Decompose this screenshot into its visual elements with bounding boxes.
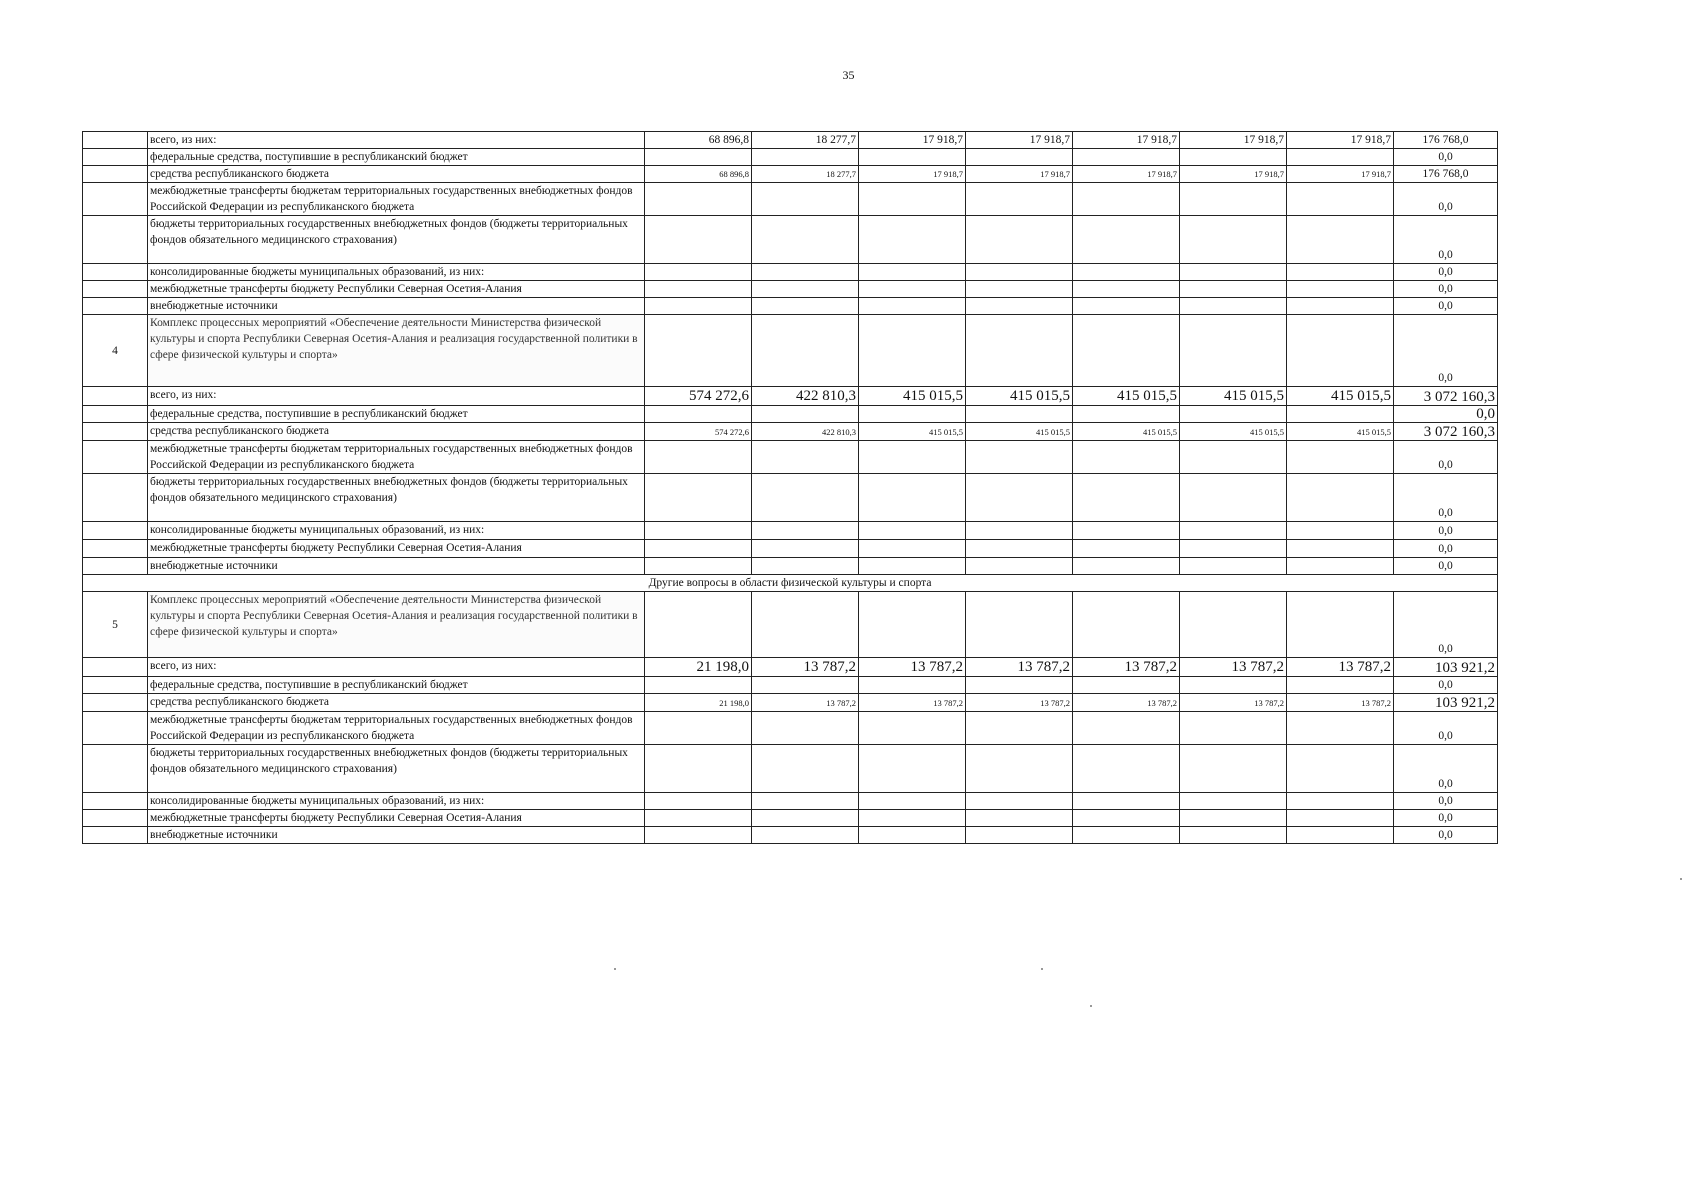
row-number-cell	[83, 712, 148, 745]
year-value-cell	[645, 315, 752, 387]
table-row	[83, 658, 1498, 677]
year-value-cell	[859, 745, 966, 793]
row-label: консолидированные бюджеты муниципальных образований, из них:	[148, 793, 645, 810]
total-cell: 0,0	[1394, 441, 1498, 474]
year-value-cell	[1180, 793, 1287, 810]
total-cell: 0,0	[1394, 216, 1498, 264]
table-row	[83, 474, 1498, 522]
year-value-cell: 17 918,7	[1073, 166, 1180, 183]
total-cell: 0,0	[1394, 793, 1498, 810]
row-number-cell	[83, 793, 148, 810]
year-value-cell	[645, 592, 752, 658]
row-number-cell	[83, 558, 148, 575]
row-label: бюджеты территориальных государственных внебюджетных фондов (бюджеты территориальных фондов обязательного медицинского страхования)	[148, 474, 645, 522]
year-value-cell	[859, 474, 966, 522]
row-label: межбюджетные трансферты бюджету Республики Северная Осетия-Алания	[148, 810, 645, 827]
scan-speck	[1090, 1005, 1092, 1007]
year-value-cell	[1287, 406, 1394, 423]
year-value-cell: 21 198,0	[645, 694, 752, 712]
year-value-cell	[752, 677, 859, 694]
year-value-cell	[645, 712, 752, 745]
total-cell: 0,0	[1394, 183, 1498, 216]
year-value-cell	[859, 592, 966, 658]
table-row	[83, 522, 1498, 540]
year-value-cell	[1287, 441, 1394, 474]
year-value-cell	[966, 315, 1073, 387]
year-value-cell	[752, 793, 859, 810]
row-label: средства республиканского бюджета	[148, 166, 645, 183]
year-value-cell	[1287, 712, 1394, 745]
year-value-cell	[859, 558, 966, 575]
table-row	[83, 166, 1498, 183]
table-row	[83, 540, 1498, 558]
table-row	[83, 315, 1498, 387]
table-row	[83, 298, 1498, 315]
year-value-cell	[1287, 264, 1394, 281]
total-cell: 0,0	[1394, 677, 1498, 694]
row-number-cell: 5	[83, 592, 148, 658]
year-value-cell: 13 787,2	[966, 694, 1073, 712]
year-value-cell	[859, 149, 966, 166]
table-row	[83, 677, 1498, 694]
row-label: средства республиканского бюджета	[148, 423, 645, 441]
year-value-cell: 13 787,2	[966, 658, 1073, 677]
row-label: консолидированные бюджеты муниципальных образований, из них:	[148, 264, 645, 281]
table-row	[83, 149, 1498, 166]
year-value-cell	[1287, 474, 1394, 522]
row-number-cell	[83, 423, 148, 441]
year-value-cell	[859, 216, 966, 264]
table-row	[83, 132, 1498, 149]
row-label: межбюджетные трансферты бюджетам территориальных государственных внебюджетных фондов Российской Федерации из республиканского бюджета	[148, 441, 645, 474]
total-cell: 3 072 160,3	[1394, 423, 1498, 441]
year-value-cell	[1180, 540, 1287, 558]
year-value-cell	[645, 522, 752, 540]
year-value-cell: 17 918,7	[966, 132, 1073, 149]
year-value-cell	[1073, 264, 1180, 281]
table-row	[83, 745, 1498, 793]
year-value-cell	[859, 522, 966, 540]
year-value-cell	[645, 281, 752, 298]
row-number-cell	[83, 827, 148, 844]
year-value-cell	[1180, 315, 1287, 387]
table-row	[83, 406, 1498, 423]
row-number-cell	[83, 387, 148, 406]
year-value-cell	[1287, 183, 1394, 216]
page-number: 35	[842, 68, 855, 82]
row-label: федеральные средства, поступившие в республиканский бюджет	[148, 677, 645, 694]
year-value-cell	[1073, 712, 1180, 745]
year-value-cell	[1287, 810, 1394, 827]
year-value-cell: 13 787,2	[1073, 658, 1180, 677]
year-value-cell: 574 272,6	[645, 387, 752, 406]
row-label: межбюджетные трансферты бюджету Республики Северная Осетия-Алания	[148, 281, 645, 298]
year-value-cell: 13 787,2	[1287, 658, 1394, 677]
year-value-cell	[1073, 183, 1180, 216]
year-value-cell	[1180, 712, 1287, 745]
table-row	[83, 281, 1498, 298]
year-value-cell	[645, 149, 752, 166]
row-label: внебюджетные источники	[148, 558, 645, 575]
year-value-cell	[1287, 827, 1394, 844]
row-label: межбюджетные трансферты бюджетам территориальных государственных внебюджетных фондов Российской Федерации из республиканского бюджета	[148, 712, 645, 745]
row-number-cell	[83, 406, 148, 423]
year-value-cell	[1180, 298, 1287, 315]
row-label: Комплекс процессных мероприятий «Обеспечение деятельности Министерства физической культуры и спорта Республики Северная Осетия-Алания и реализация государственной политики в сфере физической культуры и спорта»	[148, 315, 645, 387]
row-label: консолидированные бюджеты муниципальных образований, из них:	[148, 522, 645, 540]
row-label: бюджеты территориальных государственных внебюджетных фондов (бюджеты территориальных фондов обязательного медицинского страхования)	[148, 745, 645, 793]
total-cell: 3 072 160,3	[1394, 387, 1498, 406]
row-number-cell	[83, 677, 148, 694]
year-value-cell: 13 787,2	[859, 658, 966, 677]
row-label: внебюджетные источники	[148, 827, 645, 844]
year-value-cell	[1180, 441, 1287, 474]
year-value-cell: 17 918,7	[1287, 166, 1394, 183]
year-value-cell	[645, 558, 752, 575]
year-value-cell: 17 918,7	[966, 166, 1073, 183]
year-value-cell	[966, 474, 1073, 522]
year-value-cell: 17 918,7	[859, 166, 966, 183]
year-value-cell	[645, 264, 752, 281]
year-value-cell: 18 277,7	[752, 132, 859, 149]
year-value-cell: 415 015,5	[859, 387, 966, 406]
year-value-cell	[645, 810, 752, 827]
year-value-cell: 574 272,6	[645, 423, 752, 441]
total-cell: 0,0	[1394, 522, 1498, 540]
year-value-cell	[645, 540, 752, 558]
year-value-cell	[1287, 793, 1394, 810]
year-value-cell	[966, 540, 1073, 558]
section-header-row	[83, 575, 1498, 592]
year-value-cell: 415 015,5	[1073, 423, 1180, 441]
year-value-cell	[966, 298, 1073, 315]
scan-speck	[614, 968, 616, 970]
year-value-cell	[752, 281, 859, 298]
year-value-cell	[966, 281, 1073, 298]
row-number-cell	[83, 166, 148, 183]
row-number-cell	[83, 132, 148, 149]
year-value-cell	[752, 183, 859, 216]
year-value-cell	[752, 745, 859, 793]
year-value-cell	[1287, 298, 1394, 315]
year-value-cell	[966, 745, 1073, 793]
year-value-cell	[1073, 281, 1180, 298]
row-label: бюджеты территориальных государственных внебюджетных фондов (бюджеты территориальных фондов обязательного медицинского страхования)	[148, 216, 645, 264]
year-value-cell: 13 787,2	[859, 694, 966, 712]
row-label: всего, из них:	[148, 387, 645, 406]
year-value-cell	[645, 183, 752, 216]
total-cell: 176 768,0	[1394, 132, 1498, 149]
year-value-cell	[966, 522, 1073, 540]
table-row	[83, 827, 1498, 844]
year-value-cell	[1180, 406, 1287, 423]
total-cell: 0,0	[1394, 315, 1498, 387]
year-value-cell: 415 015,5	[966, 423, 1073, 441]
year-value-cell	[1073, 441, 1180, 474]
row-number-cell	[83, 264, 148, 281]
total-cell: 0,0	[1394, 827, 1498, 844]
table-row	[83, 183, 1498, 216]
row-number-cell	[83, 149, 148, 166]
year-value-cell	[645, 298, 752, 315]
table-row	[83, 387, 1498, 406]
total-cell: 0,0	[1394, 474, 1498, 522]
year-value-cell	[966, 677, 1073, 694]
year-value-cell	[752, 827, 859, 844]
year-value-cell	[1073, 474, 1180, 522]
year-value-cell	[1180, 677, 1287, 694]
year-value-cell	[1073, 315, 1180, 387]
total-cell: 0,0	[1394, 149, 1498, 166]
year-value-cell: 17 918,7	[1180, 166, 1287, 183]
year-value-cell	[859, 264, 966, 281]
row-label: федеральные средства, поступившие в республиканский бюджет	[148, 149, 645, 166]
year-value-cell	[859, 298, 966, 315]
year-value-cell: 17 918,7	[859, 132, 966, 149]
year-value-cell: 422 810,3	[752, 387, 859, 406]
year-value-cell	[752, 540, 859, 558]
year-value-cell: 17 918,7	[1073, 132, 1180, 149]
year-value-cell	[645, 441, 752, 474]
total-cell: 0,0	[1394, 281, 1498, 298]
year-value-cell	[859, 315, 966, 387]
year-value-cell	[1180, 827, 1287, 844]
year-value-cell	[1180, 281, 1287, 298]
year-value-cell	[752, 406, 859, 423]
total-cell: 0,0	[1394, 298, 1498, 315]
year-value-cell	[1180, 474, 1287, 522]
year-value-cell	[645, 793, 752, 810]
year-value-cell	[752, 216, 859, 264]
year-value-cell	[859, 183, 966, 216]
year-value-cell	[1073, 149, 1180, 166]
year-value-cell	[1073, 592, 1180, 658]
total-cell: 0,0	[1394, 406, 1498, 423]
total-cell: 0,0	[1394, 592, 1498, 658]
row-number-cell	[83, 810, 148, 827]
row-number-cell: 4	[83, 315, 148, 387]
year-value-cell	[645, 216, 752, 264]
year-value-cell	[752, 558, 859, 575]
year-value-cell	[752, 474, 859, 522]
year-value-cell	[752, 149, 859, 166]
year-value-cell	[645, 677, 752, 694]
year-value-cell	[859, 810, 966, 827]
year-value-cell	[1073, 810, 1180, 827]
row-number-cell	[83, 474, 148, 522]
table-row	[83, 712, 1498, 745]
year-value-cell	[859, 281, 966, 298]
table-row	[83, 810, 1498, 827]
year-value-cell: 415 015,5	[1287, 387, 1394, 406]
year-value-cell	[1287, 149, 1394, 166]
table-body	[83, 132, 1498, 844]
budget-table	[82, 131, 1498, 844]
year-value-cell	[966, 592, 1073, 658]
year-value-cell: 415 015,5	[1180, 423, 1287, 441]
row-number-cell	[83, 183, 148, 216]
year-value-cell	[859, 441, 966, 474]
year-value-cell: 13 787,2	[752, 694, 859, 712]
year-value-cell	[752, 592, 859, 658]
year-value-cell	[1073, 745, 1180, 793]
year-value-cell	[859, 540, 966, 558]
row-number-cell	[83, 658, 148, 677]
row-label: федеральные средства, поступившие в республиканский бюджет	[148, 406, 645, 423]
year-value-cell: 68 896,8	[645, 166, 752, 183]
year-value-cell	[1073, 558, 1180, 575]
table-row	[83, 441, 1498, 474]
year-value-cell	[966, 264, 1073, 281]
year-value-cell	[1180, 558, 1287, 575]
row-number-cell	[83, 694, 148, 712]
year-value-cell	[966, 810, 1073, 827]
total-cell: 103 921,2	[1394, 658, 1498, 677]
year-value-cell	[645, 827, 752, 844]
scan-speck	[1680, 878, 1682, 880]
total-cell: 0,0	[1394, 745, 1498, 793]
year-value-cell	[1287, 745, 1394, 793]
year-value-cell	[1287, 281, 1394, 298]
row-number-cell	[83, 540, 148, 558]
row-number-cell	[83, 745, 148, 793]
year-value-cell	[966, 827, 1073, 844]
year-value-cell	[966, 149, 1073, 166]
table-row	[83, 558, 1498, 575]
year-value-cell	[1073, 677, 1180, 694]
total-cell: 0,0	[1394, 712, 1498, 745]
year-value-cell	[752, 522, 859, 540]
total-cell: 176 768,0	[1394, 166, 1498, 183]
year-value-cell	[1287, 558, 1394, 575]
year-value-cell: 422 810,3	[752, 423, 859, 441]
year-value-cell	[966, 183, 1073, 216]
row-label: межбюджетные трансферты бюджету Республики Северная Осетия-Алания	[148, 540, 645, 558]
total-cell: 0,0	[1394, 264, 1498, 281]
year-value-cell: 68 896,8	[645, 132, 752, 149]
year-value-cell	[966, 441, 1073, 474]
year-value-cell	[1180, 592, 1287, 658]
year-value-cell: 13 787,2	[1180, 658, 1287, 677]
year-value-cell	[1180, 745, 1287, 793]
row-label: внебюджетные источники	[148, 298, 645, 315]
table-row	[83, 423, 1498, 441]
section-header: Другие вопросы в области физической культуры и спорта	[83, 575, 1498, 592]
year-value-cell: 13 787,2	[1287, 694, 1394, 712]
year-value-cell: 17 918,7	[1287, 132, 1394, 149]
row-number-cell	[83, 441, 148, 474]
year-value-cell	[752, 712, 859, 745]
year-value-cell	[645, 745, 752, 793]
year-value-cell: 21 198,0	[645, 658, 752, 677]
row-label: межбюджетные трансферты бюджетам территориальных государственных внебюджетных фондов Российской Федерации из республиканского бюджета	[148, 183, 645, 216]
year-value-cell	[1073, 216, 1180, 264]
year-value-cell	[1180, 810, 1287, 827]
scan-speck	[1041, 968, 1043, 970]
year-value-cell	[1180, 149, 1287, 166]
year-value-cell: 13 787,2	[752, 658, 859, 677]
row-number-cell	[83, 298, 148, 315]
year-value-cell	[966, 793, 1073, 810]
year-value-cell	[1073, 298, 1180, 315]
row-label: средства республиканского бюджета	[148, 694, 645, 712]
year-value-cell	[859, 793, 966, 810]
year-value-cell	[859, 677, 966, 694]
year-value-cell	[859, 712, 966, 745]
year-value-cell	[1180, 183, 1287, 216]
year-value-cell	[1287, 522, 1394, 540]
year-value-cell	[1287, 216, 1394, 264]
year-value-cell: 415 015,5	[966, 387, 1073, 406]
row-label: всего, из них:	[148, 132, 645, 149]
table-row	[83, 264, 1498, 281]
year-value-cell	[752, 264, 859, 281]
total-cell: 0,0	[1394, 540, 1498, 558]
year-value-cell: 13 787,2	[1180, 694, 1287, 712]
year-value-cell: 415 015,5	[1287, 423, 1394, 441]
year-value-cell	[1180, 264, 1287, 281]
row-label: Комплекс процессных мероприятий «Обеспечение деятельности Министерства физической культуры и спорта Республики Северная Осетия-Алания и реализация государственной политики в сфере физической культуры и спорта»	[148, 592, 645, 658]
year-value-cell: 17 918,7	[1180, 132, 1287, 149]
year-value-cell	[966, 558, 1073, 575]
year-value-cell	[1287, 677, 1394, 694]
row-number-cell	[83, 522, 148, 540]
year-value-cell: 415 015,5	[859, 423, 966, 441]
year-value-cell: 18 277,7	[752, 166, 859, 183]
year-value-cell	[966, 712, 1073, 745]
row-number-cell	[83, 281, 148, 298]
year-value-cell	[645, 406, 752, 423]
year-value-cell	[966, 216, 1073, 264]
row-label: всего, из них:	[148, 658, 645, 677]
year-value-cell	[966, 406, 1073, 423]
year-value-cell	[859, 406, 966, 423]
year-value-cell	[645, 474, 752, 522]
year-value-cell	[752, 810, 859, 827]
year-value-cell: 415 015,5	[1073, 387, 1180, 406]
year-value-cell	[1073, 406, 1180, 423]
year-value-cell	[752, 315, 859, 387]
total-cell: 0,0	[1394, 810, 1498, 827]
year-value-cell	[1287, 592, 1394, 658]
total-cell: 103 921,2	[1394, 694, 1498, 712]
year-value-cell	[1073, 540, 1180, 558]
year-value-cell	[859, 827, 966, 844]
table-row	[83, 592, 1498, 658]
year-value-cell	[1180, 522, 1287, 540]
year-value-cell	[1073, 827, 1180, 844]
year-value-cell	[752, 441, 859, 474]
year-value-cell	[1287, 540, 1394, 558]
year-value-cell: 13 787,2	[1073, 694, 1180, 712]
total-cell: 0,0	[1394, 558, 1498, 575]
row-number-cell	[83, 216, 148, 264]
table-row	[83, 793, 1498, 810]
table-row	[83, 694, 1498, 712]
table-row	[83, 216, 1498, 264]
year-value-cell	[1180, 216, 1287, 264]
year-value-cell	[752, 298, 859, 315]
year-value-cell: 415 015,5	[1180, 387, 1287, 406]
year-value-cell	[1073, 522, 1180, 540]
year-value-cell	[1287, 315, 1394, 387]
year-value-cell	[1073, 793, 1180, 810]
